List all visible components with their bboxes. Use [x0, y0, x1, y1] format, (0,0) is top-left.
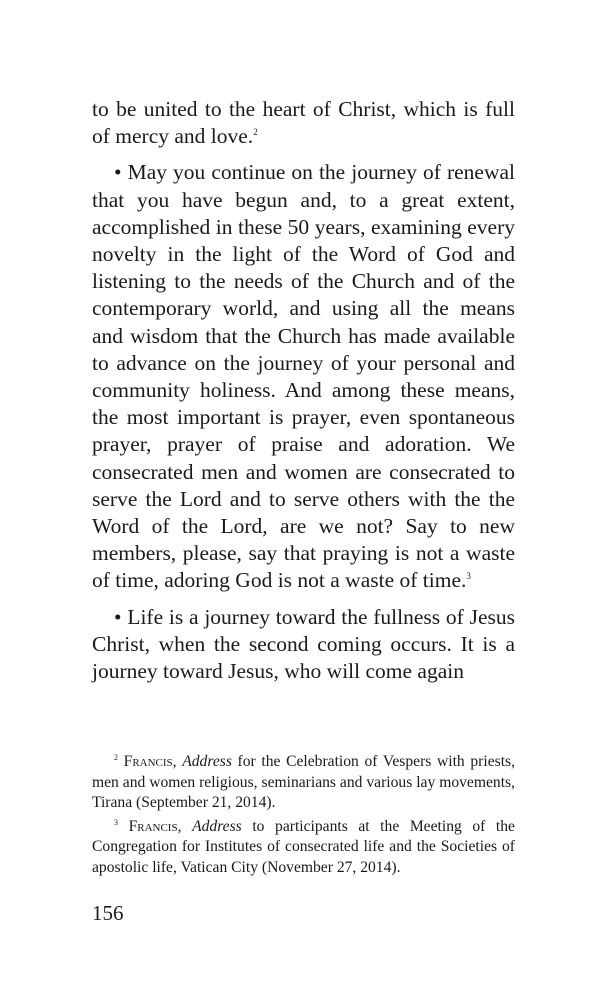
footnote-title: Address [192, 817, 242, 835]
footnote-2: $^2$ Francis, Address for the Celebration of Vespers with priests, men and women religious, seminarians and various lay movements, Tirana (September 21, 2014). [92, 753, 515, 812]
main-text [92, 96, 515, 685]
footnote-ref-2: 2 [253, 127, 258, 138]
bullet-icon: • [114, 160, 122, 185]
paragraph-2: • May you continue on the journey of renewal that you have begun and, to a great extent, accomplished in these 50 years, examining every novelty in the light of the Word of God and listening to the needs of the Church and of the contemporary world, and using all the means and wisdom that the Church has made available to advance on the journey of your personal and community holiness. And among these means, the most important is prayer, even spontaneous prayer, prayer of praise and adoration. We consecrated men and women are consecrated to serve the Lord and to serve others with the the Word of the Lord, are we not? Say to new members, please, say that praying is not a waste of time, adoring God is not a waste of time.$^3$ [92, 160, 515, 593]
footnote-author: Francis, [123, 753, 177, 770]
footnote-3: $^3$ Francis, Address to participants at the Meeting of the Congregation for Institutes of consecrated life and the Societies of apostolic life, Vatican City (November 27, 2014). [92, 817, 515, 876]
page-number: 156 [92, 901, 124, 925]
footnotes [92, 752, 515, 879]
footnote-title: Address [182, 753, 232, 770]
footnote-author: Francis, [128, 817, 182, 835]
paragraph-3: • Life is a journey toward the fullness of Jesus Christ, when the second coming occurs. It is a journey toward Jesus, who will come again [92, 604, 516, 684]
paragraph-1: to be united to the heart of Christ, which is full of mercy and love.$^2$ [92, 97, 515, 149]
footnote-ref-3: 3 [466, 571, 471, 582]
bullet-icon: • [114, 604, 122, 629]
